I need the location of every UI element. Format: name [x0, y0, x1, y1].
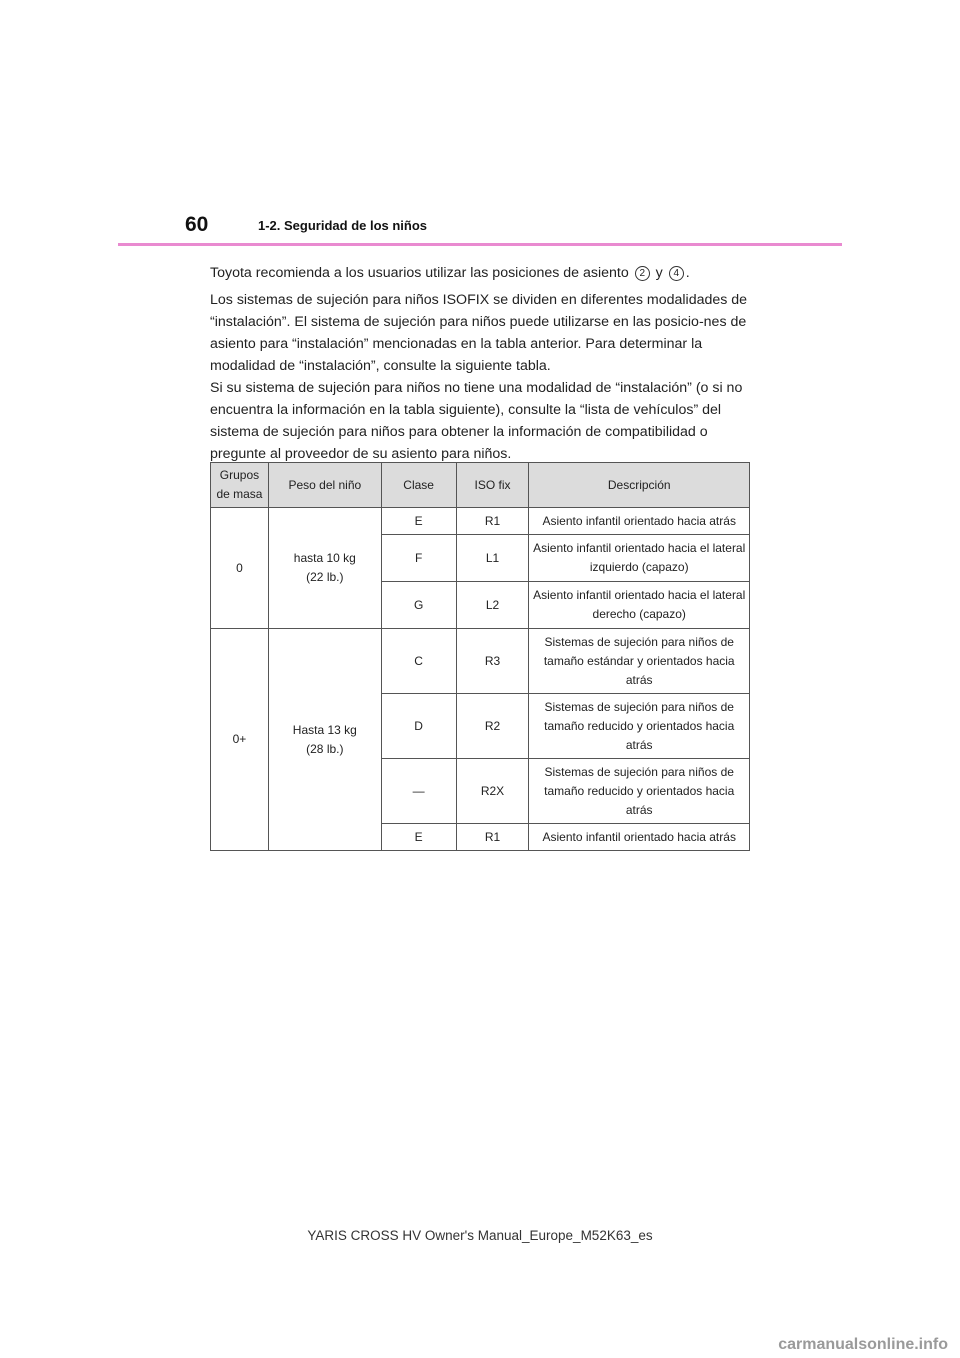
paragraph-isofix-a: Los sistemas de sujeción para niños ISOFIX se dividen en diferentes modalidades de “instalación”. El sistema de sujeción para niños puede utilizarse en las posicio-nes de asiento para “instalación” mencionadas en la tabla anterior. Para determinar la modalidad de “instalación”, consulte la siguiente tabla.	[210, 292, 748, 374]
desc-cell: Asiento infantil orientado hacia el lateral izquierdo (capazo)	[529, 535, 750, 582]
group-cell: 0	[211, 508, 269, 629]
watermark: carmanualsonline.info	[778, 1336, 948, 1353]
iso-cell: L2	[456, 582, 529, 629]
footer-text: YARIS CROSS HV Owner's Manual_Europe_M52K63_es	[307, 1228, 653, 1243]
table-header-row	[211, 463, 750, 508]
intro-text: Toyota recomienda a los usuarios utilizar las posiciones de asiento	[210, 265, 629, 281]
clase-cell: E	[381, 824, 456, 851]
weight-cell: Hasta 13 kg (28 lb.)	[268, 629, 381, 851]
weight-cell: hasta 10 kg (22 lb.)	[268, 508, 381, 629]
iso-cell: R3	[456, 629, 529, 694]
clase-cell: —	[381, 759, 456, 824]
seat-position-2-icon: 2	[635, 266, 650, 281]
clase-cell: C	[381, 629, 456, 694]
group-cell: 0+	[211, 629, 269, 851]
header-cell: Clase	[381, 463, 456, 508]
iso-cell: L1	[456, 535, 529, 582]
isofix-table	[210, 462, 750, 851]
iso-cell: R2	[456, 694, 529, 759]
desc-cell: Asiento infantil orientado hacia atrás	[529, 508, 750, 535]
desc-cell: Sistemas de sujeción para niños de tamaño reducido y orientados hacia atrás	[529, 759, 750, 824]
intro-conjunction: y	[655, 265, 663, 281]
desc-cell: Sistemas de sujeción para niños de tamaño estándar y orientados hacia atrás	[529, 629, 750, 694]
paragraph-isofix	[210, 289, 750, 465]
intro-line	[210, 262, 750, 284]
seat-position-4-icon: 4	[669, 266, 684, 281]
paragraph-isofix-b: Si su sistema de sujeción para niños no tiene una modalidad de “instalación” (o si no encuentra la información en la tabla siguiente), consulte la “lista de vehículos” del sistema de sujeción para niños para obtener la información de compatibilidad o pregunte al proveedor de su asiento para niños.	[210, 380, 743, 462]
intro-end: .	[685, 265, 690, 281]
desc-cell: Asiento infantil orientado hacia el lateral derecho (capazo)	[529, 582, 750, 629]
clase-cell: F	[381, 535, 456, 582]
header-cell: Grupos de masa	[211, 463, 269, 508]
iso-cell: R1	[456, 824, 529, 851]
table-row	[211, 508, 750, 535]
iso-cell: R2X	[456, 759, 529, 824]
header-cell: Peso del niño	[268, 463, 381, 508]
header-cell: ISO fix	[456, 463, 529, 508]
iso-cell: R1	[456, 508, 529, 535]
desc-cell: Sistemas de sujeción para niños de tamaño reducido y orientados hacia atrás	[529, 694, 750, 759]
body-text	[210, 262, 750, 465]
section-title: 1-2. Seguridad de los niños	[258, 218, 428, 233]
table-row	[211, 629, 750, 694]
page-number: 60	[185, 213, 209, 236]
clase-cell: D	[381, 694, 456, 759]
clase-cell: E	[381, 508, 456, 535]
desc-cell: Asiento infantil orientado hacia atrás	[529, 824, 750, 851]
header-divider	[118, 243, 842, 246]
header-cell: Descripción	[529, 463, 750, 508]
clase-cell: G	[381, 582, 456, 629]
